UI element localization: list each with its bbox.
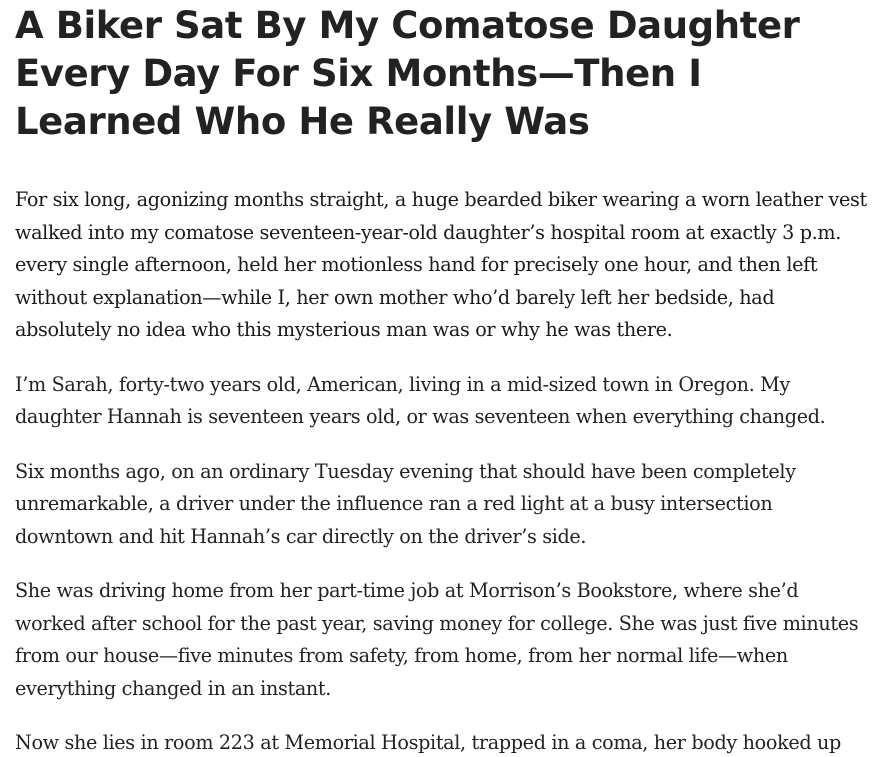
article-paragraph: She was driving home from her part-time job at Morrison’s Bookstore, where she’d worked after school for the past year, saving money for college. She was just five minutes from our house—five minutes from safety, from home, from her normal life—when everything changed in an instant. (15, 579, 859, 700)
article-paragraph: I’m Sarah, forty-two years old, American, living in a mid-sized town in Oregon. My daughter Hannah is seventeen years old, or was seventeen when everything changed. (15, 372, 826, 428)
article-paragraph: Now she lies in room 223 at Memorial Hospital, trapped in a coma, her body hooked up (15, 731, 841, 754)
article-body (15, 184, 873, 757)
article-paragraph: Six months ago, on an ordinary Tuesday evening that should have been completely unremarkable, a driver under the influence ran a red light at a busy intersection downtown and hit Hannah’s car directly on the driver’s side. (15, 459, 796, 548)
article-paragraph: For six long, agonizing months straight, a huge bearded biker wearing a worn leather vest walked into my comatose seventeen-year-old daughter’s hospital room at exactly 3 p.m. every single afternoon, held her motionless hand for precisely one hour, and then left without explanation—while I, her own mother who’d barely left her bedside, had absolutely no idea who this mysterious man was or why he was there. (15, 188, 867, 341)
article-headline: A Biker Sat By My Comatose Daughter Every Day For Six Months—Then I Learned Who He Really Was (15, 4, 800, 143)
